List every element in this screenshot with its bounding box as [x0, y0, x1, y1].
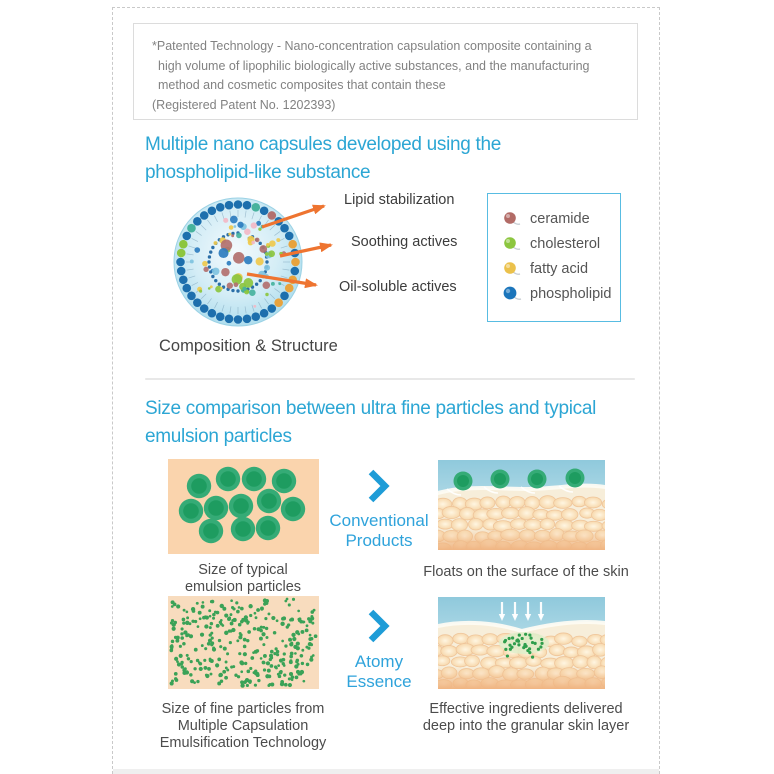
legend-row: [502, 231, 620, 256]
pointer-arrows: [232, 195, 352, 305]
heading-line: emulsion particles: [145, 426, 292, 447]
chevron-right-icon: [366, 469, 390, 503]
section-divider: [145, 378, 635, 380]
caption-line: Size of typical: [198, 562, 288, 578]
composition-caption: Composition & Structure: [159, 337, 338, 355]
label-lipid-stabilization: Lipid stabilization: [344, 192, 455, 208]
caption-floats-on-skin: [401, 564, 651, 581]
label-oil-soluble-actives: Oil-soluble actives: [339, 279, 457, 295]
heading-line: Size comparison between ultra fine particles and typical: [145, 398, 597, 419]
sphere-dot-icon: [502, 285, 522, 303]
section2-heading: [145, 395, 596, 451]
legend-label: ceramide: [530, 210, 590, 227]
label-soothing-actives: Soothing actives: [351, 234, 458, 250]
mid-label-conventional-products: [297, 511, 461, 551]
mid-label-atomy-essence: [297, 652, 461, 692]
mid-label-line: Atomy: [354, 652, 404, 671]
infographic-frame: [112, 7, 660, 774]
caption-line: Multiple Capsulation: [177, 718, 309, 734]
sphere-dot-icon: [502, 235, 522, 253]
caption-line: Size of fine particles from: [161, 701, 325, 717]
patent-text-line: high volume of lipophilic biologically active substances, and the manufacturing: [158, 58, 590, 73]
legend-row: [502, 281, 620, 306]
mid-label-line: Conventional: [329, 511, 429, 530]
arrow-line: [262, 206, 324, 227]
skin-absorb-illustration: [438, 597, 605, 689]
heading-line: Multiple nano capsules developed using the: [145, 134, 502, 155]
caption-line: deep into the granular skin layer: [422, 718, 630, 734]
legend-box: [487, 193, 621, 322]
caption-line: Emulsification Technology: [159, 735, 327, 751]
legend-label: phospholipid: [530, 285, 612, 302]
caption-fine-particles: [143, 701, 343, 752]
legend-row: [502, 206, 620, 231]
patent-text-line: (Registered Patent No. 1202393): [152, 97, 336, 112]
arrow-line: [280, 245, 331, 256]
caption-line: Floats on the surface of the skin: [423, 564, 629, 580]
caption-typical-emulsion: [163, 562, 323, 596]
arrow-line: [247, 274, 316, 285]
patent-text-line: method and cosmetic composites that contain these: [158, 78, 446, 92]
skin-surface-float-illustration: [438, 460, 605, 550]
sphere-dot-icon: [502, 260, 522, 278]
caption-line: Effective ingredients delivered: [429, 701, 623, 717]
patent-notice-box: [133, 23, 638, 120]
legend-row: [502, 256, 620, 281]
mid-label-line: Essence: [346, 672, 412, 691]
sphere-dot-icon: [502, 210, 522, 228]
caption-line: emulsion particles: [184, 579, 302, 595]
legend-label: cholesterol: [530, 235, 601, 252]
next-section-edge: [113, 769, 659, 774]
section1-heading: [145, 131, 501, 187]
legend-label: fatty acid: [530, 260, 589, 277]
caption-effective-ingredients: [401, 701, 651, 735]
heading-line: phospholipid-like substance: [145, 162, 371, 183]
mid-label-line: Products: [345, 531, 413, 550]
patent-text-line: *Patented Technology - Nano-concentration capsulation composite containing a: [152, 39, 592, 53]
chevron-right-icon: [366, 609, 390, 643]
